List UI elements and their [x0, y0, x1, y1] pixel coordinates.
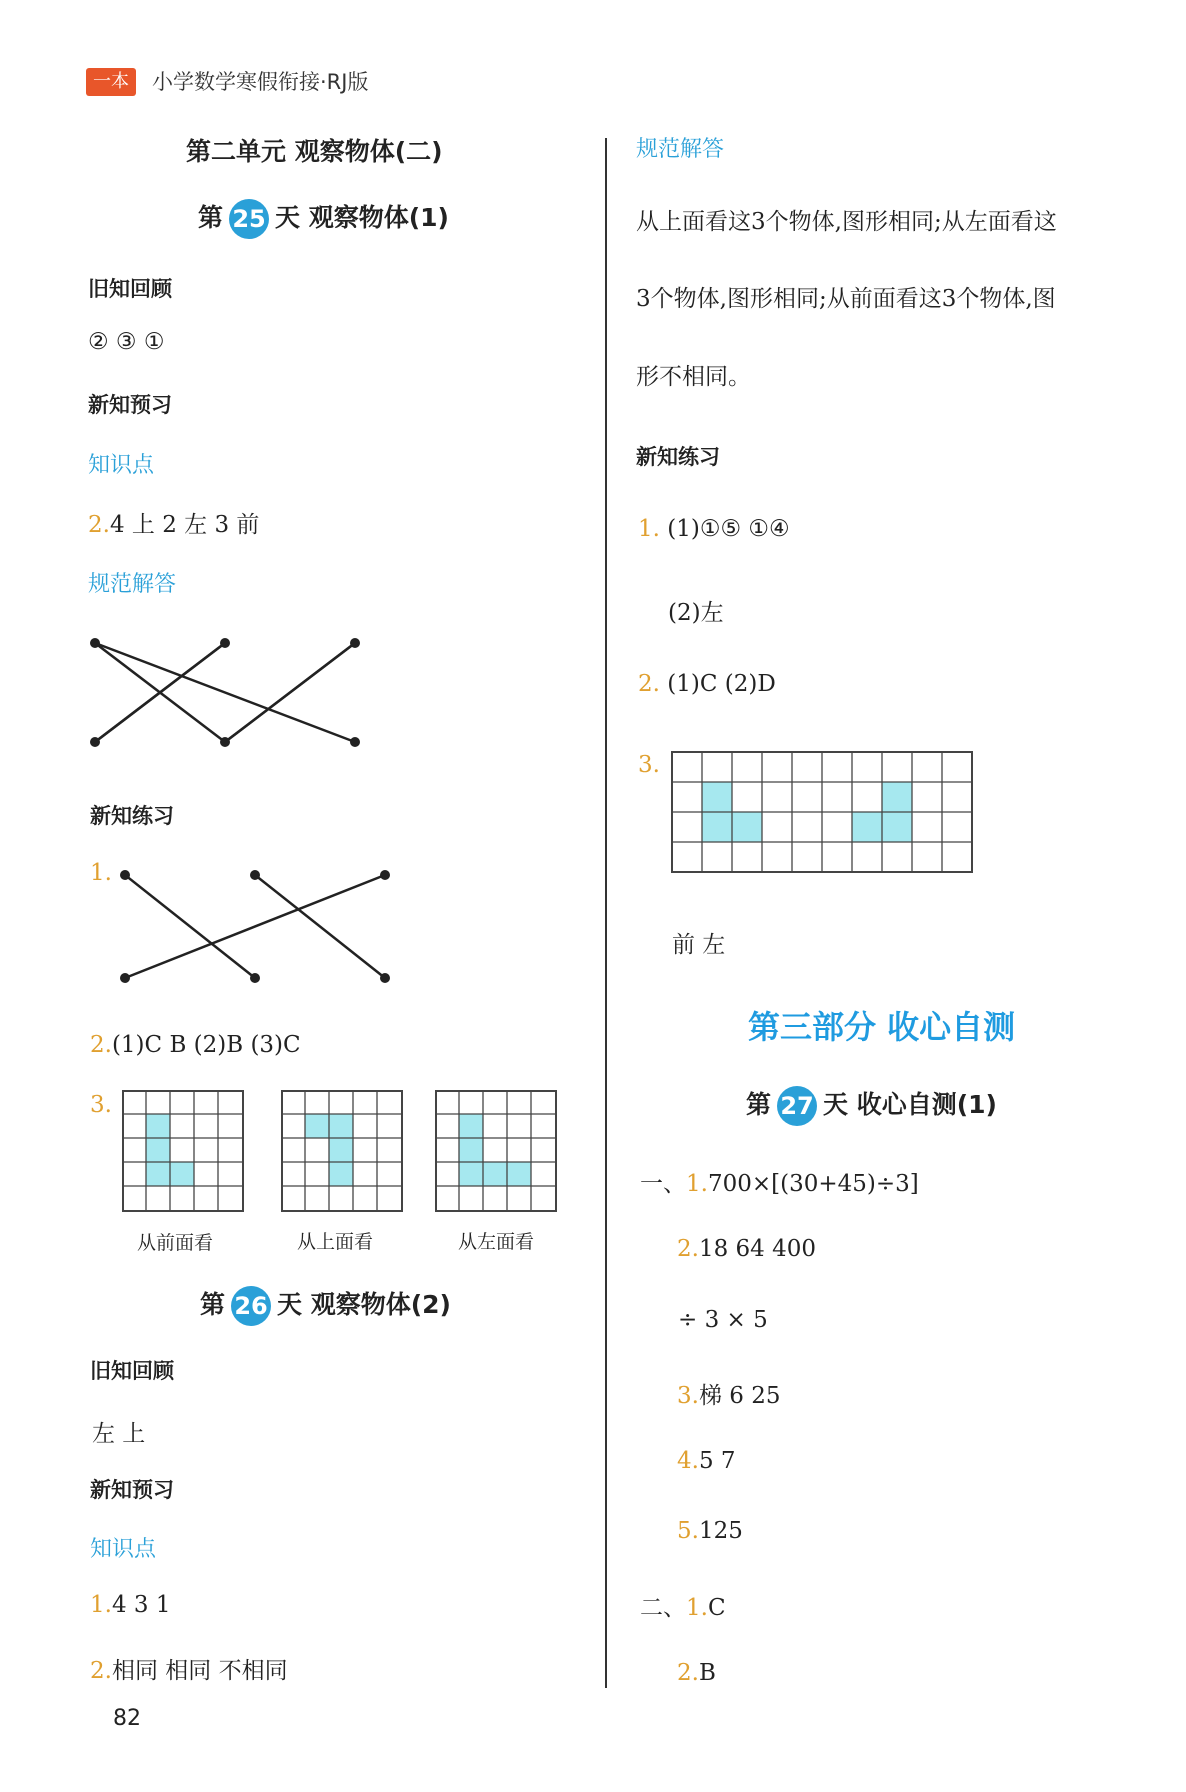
section1-q4 — [677, 1448, 736, 1474]
section2-q2 — [677, 1660, 716, 1686]
item-number: 1. — [90, 1592, 112, 1618]
right-grid-caption: 前 左 — [672, 932, 726, 958]
publisher-logo: 一本 — [86, 68, 136, 96]
item-number: 3. — [677, 1383, 699, 1409]
section-prefix: 一、 — [640, 1171, 686, 1197]
day-prefix: 第 — [200, 1290, 226, 1319]
item-number: 2. — [638, 671, 660, 697]
matching-lines-diagram-2 — [110, 860, 410, 990]
item-number: 2. — [677, 1660, 699, 1686]
item-text: 相同 相同 不相同 — [111, 1658, 288, 1684]
column-divider — [605, 138, 607, 1688]
practice-3-number: 3. — [90, 1092, 112, 1118]
grid-top-view — [281, 1090, 403, 1212]
answer-line-3: 形不相同。 — [636, 364, 751, 390]
section1-q1 — [640, 1165, 919, 1198]
item-number: 2. — [90, 1658, 112, 1684]
answer-line-1: 从上面看这3个物体,图形相同;从左面看这 — [636, 209, 1057, 235]
answer-line-2: 3个物体,图形相同;从前面看这3个物体,图 — [636, 286, 1056, 312]
grid-caption-left: 从左面看 — [458, 1231, 535, 1253]
section-practice: 新知练习 — [90, 804, 174, 828]
knowledge-label-2: 知识点 — [90, 1537, 157, 1562]
item-text: 4 3 1 — [111, 1592, 171, 1618]
grid-left-view — [435, 1090, 557, 1212]
item-text: C — [707, 1595, 726, 1621]
item-text: (1)①⑤ ①④ — [667, 516, 790, 542]
day-number-badge: 27 — [777, 1086, 817, 1126]
item-number: 2. — [677, 1236, 699, 1262]
item-text: 梯 6 25 — [698, 1383, 781, 1409]
section-review: 旧知回顾 — [88, 277, 172, 301]
section-prefix: 二、 — [640, 1595, 686, 1621]
matching-lines-diagram-1-full — [80, 620, 380, 760]
item-number: 2. — [88, 512, 110, 538]
right-section-practice: 新知练习 — [636, 445, 720, 469]
grid-caption-front: 从前面看 — [137, 1232, 214, 1254]
review-2-answer: 左 上 — [92, 1421, 146, 1447]
knowledge-2-item-2 — [90, 1652, 288, 1685]
item-number: 4. — [677, 1448, 699, 1474]
item-number: 5. — [677, 1518, 699, 1544]
knowledge-item-2 — [88, 506, 259, 539]
page-number: 82 — [113, 1706, 141, 1731]
section2-q1 — [640, 1589, 726, 1622]
practice-2 — [90, 1032, 301, 1058]
review-answer: ② ③ ① — [88, 329, 165, 355]
item-text: B — [698, 1660, 716, 1686]
day-prefix: 第 — [746, 1090, 772, 1119]
right-q1 — [638, 516, 790, 542]
right-standard-answer-label: 规范解答 — [636, 137, 725, 162]
book-title: 小学数学寒假衔接·RJ版 — [152, 70, 369, 94]
right-q3-number: 3. — [638, 752, 660, 778]
item-text: 5 7 — [698, 1448, 736, 1474]
item-number: 1. — [638, 516, 660, 542]
day-suffix: 天 观察物体(2) — [277, 1290, 451, 1319]
item-text: 700×[(30+45)÷3] — [707, 1171, 919, 1197]
item-number: 1. — [686, 1171, 708, 1197]
section-preview-2: 新知预习 — [90, 1478, 174, 1502]
standard-answer-label: 规范解答 — [88, 572, 177, 597]
section-preview: 新知预习 — [88, 393, 172, 417]
item-text: 125 — [698, 1518, 743, 1544]
knowledge-2-item-1 — [90, 1592, 170, 1618]
day27-title — [746, 1085, 997, 1126]
section1-q5 — [677, 1518, 743, 1544]
unit-title: 第二单元 观察物体(二) — [186, 137, 443, 166]
item-text: 18 64 400 — [698, 1236, 817, 1262]
item-number: 2. — [90, 1032, 112, 1058]
item-number: 1. — [686, 1595, 708, 1621]
grid-front-left-views — [671, 750, 976, 878]
section1-q3 — [677, 1377, 780, 1410]
day-number-badge: 25 — [229, 199, 269, 239]
day-suffix: 天 观察物体(1) — [275, 203, 449, 232]
section1-q2 — [677, 1236, 816, 1262]
day-prefix: 第 — [198, 203, 224, 232]
item-text: (1)C B (2)B (3)C — [111, 1032, 301, 1058]
grid-caption-top: 从上面看 — [297, 1231, 374, 1253]
section1-q2b: ÷ 3 × 5 — [678, 1307, 768, 1333]
right-q2 — [638, 671, 776, 697]
day25-title — [198, 198, 449, 239]
practice-1-number: 1. — [90, 860, 112, 886]
day-number-badge: 26 — [231, 1286, 271, 1326]
knowledge-label: 知识点 — [88, 453, 155, 478]
section-review-2: 旧知回顾 — [90, 1359, 174, 1383]
day-suffix: 天 收心自测(1) — [823, 1090, 997, 1119]
item-text: (1)C (2)D — [667, 671, 776, 697]
part-three-title: 第三部分 收心自测 — [748, 1008, 1016, 1046]
grid-front-view — [122, 1090, 244, 1212]
right-q1b: (2)左 — [668, 600, 724, 626]
item-text: 4 上 2 左 3 前 — [109, 512, 260, 538]
day26-title — [200, 1285, 451, 1326]
